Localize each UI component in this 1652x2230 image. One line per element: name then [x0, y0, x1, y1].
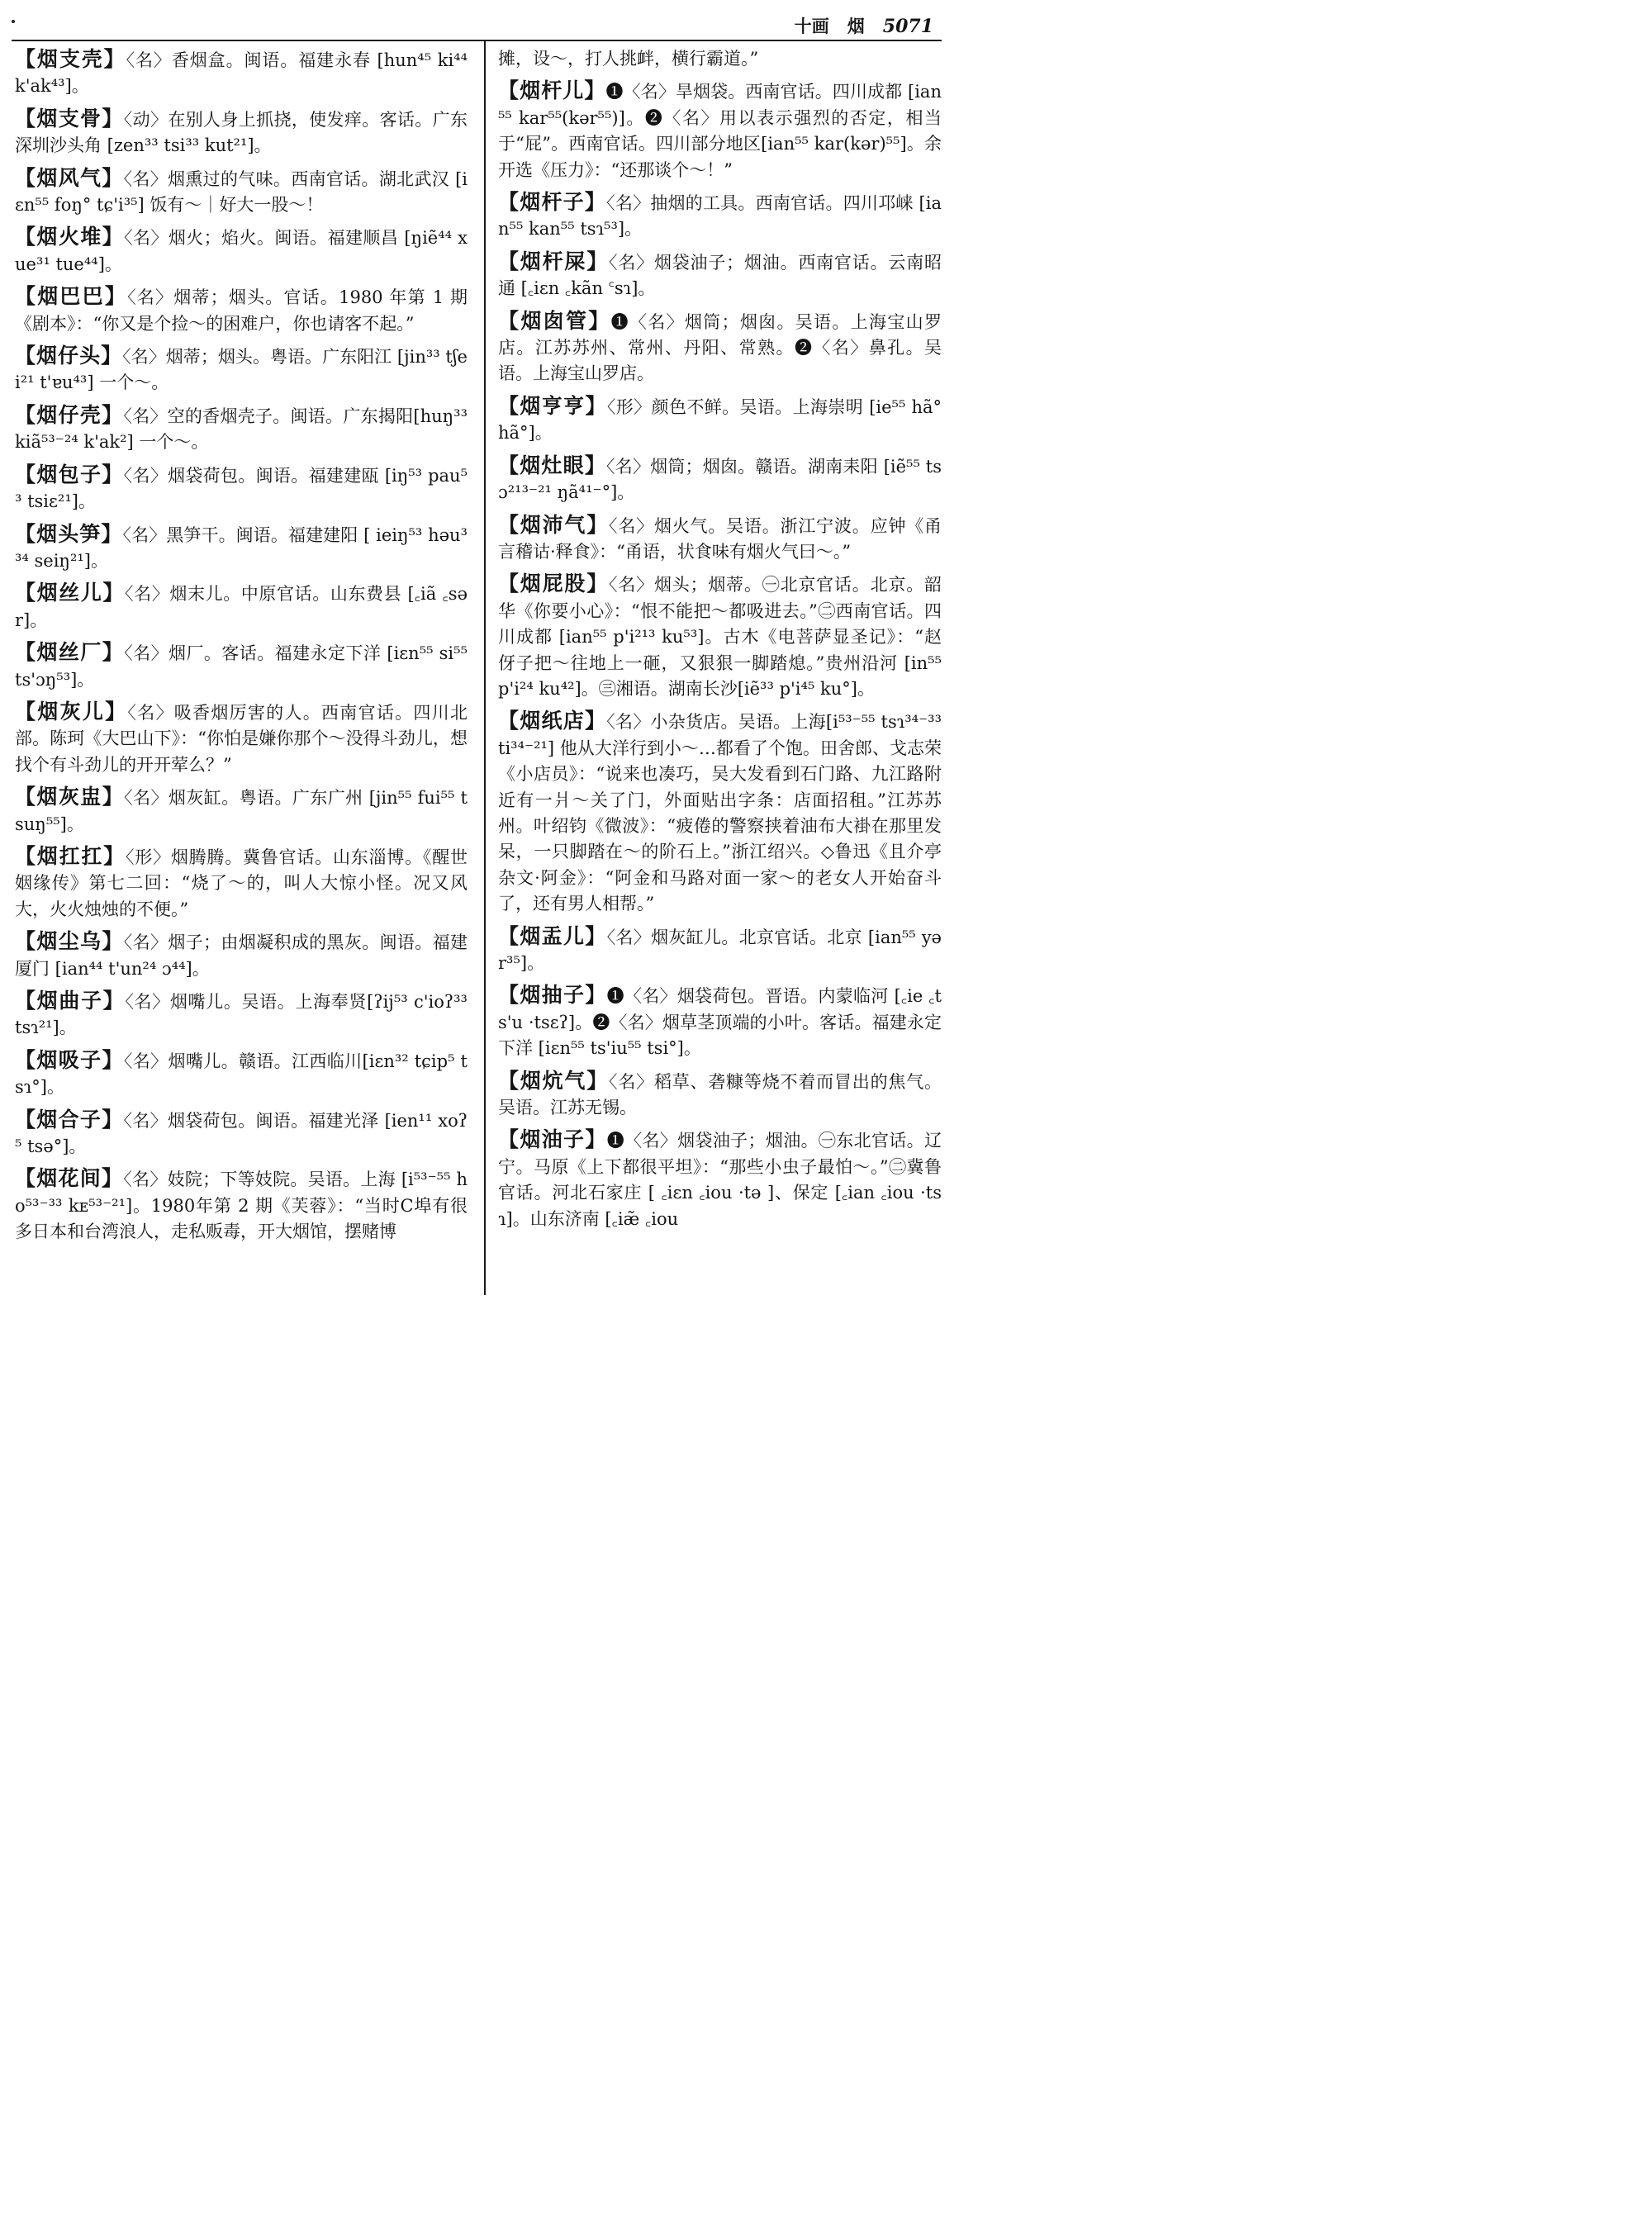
entry-headword: 【烟吸子】 — [15, 1047, 124, 1072]
entry-headword: 【烟丝儿】 — [15, 581, 126, 605]
dictionary-entry — [498, 393, 942, 447]
entry-headword: 【烟仔头】 — [15, 344, 123, 368]
entry-definition: 〈名〉烟熏过的气味。西南官话。湖北武汉 [iɛn⁵⁵ foŋ° tɕ'i³⁵] 饭有～｜好大一股～！ — [15, 168, 468, 216]
entry-definition: 〈名〉烟筒；烟囱。赣语。湖南耒阳 [iẽ⁵⁵ tsɔ²¹³⁻²¹ ŋã⁴¹⁻°]。 — [498, 456, 942, 503]
entry-definition: 〈名〉烟火；焰火。闽语。福建顺昌 [ŋiẽ⁴⁴ xue³¹ tue⁴⁴]。 — [15, 228, 468, 274]
dictionary-entry — [15, 343, 468, 396]
dictionary-entry — [15, 283, 468, 337]
entry-definition: 〈名〉小杂货店。吴语。上海[i⁵³⁻⁵⁵ tsɿ³⁴⁻³³ ti³⁴⁻²¹] 他从大洋行到小～…都看了个饱。田舍郎、戈志荣《小店员》：“说来也凑巧，吴大发看到石门路、九江路附近有一爿～关了门，外面贴出字条：店面招租。”江苏苏州。叶绍钧《微波》：“疲倦的警察挟着油布大褂在那里发呆，一只脚踏在～的阶石上。”浙江绍兴。◇鲁迅《且介亭杂文·阿金》：“阿金和马路对面一家～的老女人开始奋斗了，还有男人相帮。” — [498, 712, 942, 914]
entry-definition: 〈名〉烟火气。吴语。浙江宁波。应钟《甬言稽诂·释食》：“甬语，状食味有烟火气曰～。” — [498, 515, 942, 562]
entry-headword: 【烟灰盅】 — [15, 785, 125, 809]
entry-headword: 【烟灰儿】 — [15, 699, 128, 724]
entry-headword: 【烟屁股】 — [498, 572, 610, 596]
page-number: 5071 — [882, 16, 933, 37]
column-divider — [484, 41, 486, 1295]
entry-definition: 〈名〉烟子；由烟凝积成的黑灰。闽语。福建厦门 [ian⁴⁴ t'un²⁴ ɔ⁴⁴]。 — [15, 932, 468, 979]
entry-headword: 【烟支骨】 — [15, 106, 124, 130]
dictionary-entry — [15, 521, 468, 575]
entry-definition: 〈名〉黑笋干。闽语。福建建阳 [ ieiŋ⁵³ həu³³⁴ seiŋ²¹]。 — [15, 524, 468, 571]
left-column — [15, 46, 468, 1251]
dictionary-entry — [498, 249, 942, 302]
entry-definition: ❶〈名〉旱烟袋。西南官话。四川成都 [ian⁵⁵ kar⁵⁵(kər⁵⁵)]。❷〈名〉用以表示强烈的否定，相当于“屁”。西南官话。四川部分地区[ian⁵⁵ kar(kər)⁵⁵]。余开选《压力》：“还那谈个～！” — [498, 82, 942, 180]
dictionary-entry — [15, 462, 468, 515]
dictionary-entry — [15, 402, 468, 456]
dictionary-entry — [15, 165, 468, 219]
entry-headword: 【烟沛气】 — [498, 512, 610, 537]
dictionary-entry — [15, 699, 468, 778]
entry-headword: 【烟油子】 — [498, 1127, 607, 1152]
entry-headword: 【烟火堆】 — [15, 225, 125, 249]
entry-headword: 【烟巴巴】 — [15, 284, 128, 309]
dictionary-entry — [498, 46, 942, 72]
dictionary-entry — [15, 639, 468, 693]
entry-headword: 【烟抽子】 — [498, 983, 607, 1008]
dictionary-entry — [498, 78, 942, 183]
entry-definition: 〈名〉烟袋油子；烟油。西南官话。云南昭通 [꜀iɛn ꜀kãn ꜂sɿ]。 — [498, 252, 942, 299]
entry-headword: 【烟头笋】 — [15, 521, 123, 546]
entry-definition: 〈名〉烟嘴儿。吴语。上海奉贤[ʔij⁵³ c'ioʔ³³ tsɿ²¹]。 — [15, 992, 468, 1038]
dictionary-entry — [15, 580, 468, 633]
entry-definition: 〈动〉在别人身上抓挠，使发痒。客话。广东深圳沙头角 [zen³³ tsi³³ kut²¹]。 — [15, 109, 468, 156]
entry-definition: 〈名〉空的香烟壳子。闽语。广东揭阳[huŋ³³ kiã⁵³⁻²⁴ k'ak²] 一个～。 — [15, 406, 468, 453]
dictionary-entry — [15, 843, 468, 923]
entry-definition: 〈名〉烟袋荷包。闽语。福建建瓯 [iŋ⁵³ pau⁵³ tsiɛ²¹]。 — [15, 465, 468, 512]
entry-definition: 〈名〉烟灰缸儿。北京官话。北京 [ian⁵⁵ yər³⁵]。 — [498, 927, 942, 973]
entry-definition: 〈名〉烟蒂；烟头。官话。1980 年第 1 期《剧本》：“你又是个捡～的困难户，你也请客不起。” — [15, 287, 468, 334]
dictionary-entry — [498, 308, 942, 387]
entry-definition: 〈名〉抽烟的工具。西南官话。四川邛崃 [ian⁵⁵ kan⁵⁵ tsɿ⁵³]。 — [498, 193, 942, 240]
dictionary-entry — [15, 1107, 468, 1160]
dictionary-entry — [498, 1127, 942, 1232]
entry-definition: 〈名〉烟嘴儿。赣语。江西临川[iɛn³² tɕip⁵ tsɿ°]。 — [15, 1051, 468, 1098]
entry-definition: 〈名〉烟末儿。中原官话。山东费县 [꜀iã ꜀sər]。 — [15, 584, 468, 630]
entry-headword: 【烟纸店】 — [498, 709, 607, 733]
dictionary-entry — [498, 1068, 942, 1122]
entry-headword: 【烟合子】 — [15, 1107, 124, 1132]
dictionary-entry — [15, 928, 468, 982]
header-rule — [12, 40, 942, 41]
dictionary-entry — [498, 708, 942, 917]
dictionary-entry — [498, 923, 942, 977]
entry-definition: ❶〈名〉烟袋油子；烟油。㊀东北官话。辽宁。马原《上下都很平坦》：“那些小虫子最怕～。”㊁冀鲁官话。河北石家庄 [ ꜀iɛn ꜀iou ·tə ]、保定 [꜀ian ꜀iou ·tsɿ]。山东济南 [꜀iæ̃ ꜀iou — [498, 1131, 942, 1229]
entry-headword: 【烟杆屎】 — [498, 249, 610, 273]
entry-definition: ❶〈名〉烟筒；烟囱。吴语。上海宝山罗店。江苏苏州、常州、丹阳、常熟。❷〈名〉鼻孔。吴语。上海宝山罗店。 — [498, 311, 942, 384]
dictionary-entry — [15, 784, 468, 837]
entry-headword: 【烟扛扛】 — [15, 843, 126, 868]
entry-headword: 【烟炕气】 — [498, 1068, 610, 1093]
dictionary-entry — [15, 988, 468, 1041]
running-header — [545, 13, 933, 41]
entry-headword: 【烟尘乌】 — [15, 929, 124, 954]
dictionary-entry — [498, 982, 942, 1061]
dictionary-entry — [498, 512, 942, 566]
entry-definition: 〈形〉颜色不鲜。吴语。上海崇明 [ie⁵⁵ hã° hã°]。 — [498, 396, 942, 444]
entry-definition: 〈名〉烟厂。客话。福建永定下洋 [iɛn⁵⁵ si⁵⁵ ts'ɔŋ⁵³]。 — [15, 643, 468, 690]
entry-headword: 【烟囱管】 — [498, 308, 611, 333]
entry-headword: 【烟包子】 — [15, 462, 124, 486]
entry-definition: 〈名〉烟头；烟蒂。㊀北京官话。北京。韶华《你要小心》：“恨不能把～都吸进去。”㊁西南官话。四川成都 [ian⁵⁵ p'i²¹³ ku⁵³]。古木《电菩萨显圣记》：“赵伢子把～往地上一砸，又狠狠一脚踏熄。”贵州沿河 [in⁵⁵ p'i²⁴ ku⁴²]。㊂湘语。湖南长沙[iẽ³³ p'i⁴⁵ ku°]。 — [498, 575, 942, 699]
entry-definition: 〈名〉烟蒂；烟头。粤语。广东阳江 [jin³³ tʃei²¹ t'ɐu⁴³] 一个～。 — [15, 347, 468, 393]
entry-definition: 〈形〉烟腾腾。冀鲁官话。山东淄博。《醒世姻缘传》第七二回：“烧了～的，叫人大惊小怪。况又风大，火火烛烛的不便。” — [15, 847, 468, 919]
entry-headword: 【烟杆儿】 — [498, 78, 606, 103]
dictionary-page — [0, 0, 961, 1299]
entry-definition: 〈名〉香烟盒。闽语。福建永春 [hun⁴⁵ ki⁴⁴ k'ak⁴³]。 — [15, 50, 468, 97]
entry-headword: 【烟盂儿】 — [498, 923, 607, 948]
dictionary-entry — [498, 453, 942, 506]
entry-headword: 【烟支壳】 — [15, 47, 126, 71]
dictionary-entry — [15, 1165, 468, 1245]
dictionary-entry — [15, 224, 468, 278]
entry-headword: 【烟丝厂】 — [15, 640, 125, 665]
entry-headword: 【烟杆子】 — [498, 190, 607, 215]
section-label: 十画 — [794, 17, 829, 36]
entry-definition: 〈名〉吸香烟厉害的人。西南官话。四川北部。陈珂《大巴山下》：“你怕是嫌你那个～没得斗劲儿，想找个有斗劲儿的开开荤么？” — [15, 702, 468, 775]
dictionary-entry — [15, 1047, 468, 1101]
entry-headword: 【烟亨亨】 — [498, 393, 607, 418]
entry-headword: 【烟曲子】 — [15, 989, 126, 1013]
entry-definition: 〈名〉妓院；下等妓院。吴语。上海 [i⁵³⁻⁵⁵ ho⁵³⁻³³ kᴇ⁵³⁻²¹]。1980年第 2 期《芙蓉》：“当时C埠有很多日本和台湾浪人，走私贩毒，开大烟馆，摆赌博 — [15, 1170, 468, 1242]
dictionary-entry — [498, 189, 942, 243]
entry-definition: 摊，设～，打人挑衅，横行霸道。” — [498, 49, 759, 69]
entry-definition: ❶〈名〉烟袋荷包。晋语。内蒙临河 [꜀ie ꜀ts'u ·tsɛʔ]。❷〈名〉烟草茎顶端的小叶。客话。福建永定下洋 [iɛn⁵⁵ ts'iu⁵⁵ tsi°]。 — [498, 986, 942, 1059]
entry-definition: 〈名〉烟灰缸。粤语。广东广州 [jin⁵⁵ fui⁵⁵ tsuŋ⁵⁵]。 — [15, 788, 468, 834]
entry-headword: 【烟花间】 — [15, 1166, 124, 1191]
header-character: 烟 — [847, 17, 865, 36]
dictionary-entry — [15, 46, 468, 100]
right-column — [498, 46, 942, 1238]
entry-headword: 【烟灶眼】 — [498, 453, 607, 477]
entry-definition: 〈名〉烟袋荷包。闽语。福建光泽 [ien¹¹ xoʔ⁵ tsə°]。 — [15, 1110, 468, 1157]
entry-headword: 【烟风气】 — [15, 165, 124, 190]
entry-definition: 〈名〉稻草、砻糠等烧不着而冒出的焦气。吴语。江苏无锡。 — [498, 1071, 942, 1118]
dictionary-entry — [15, 106, 468, 159]
dictionary-entry — [498, 571, 942, 702]
margin-mark — [12, 20, 15, 23]
entry-headword: 【烟仔壳】 — [15, 402, 124, 427]
